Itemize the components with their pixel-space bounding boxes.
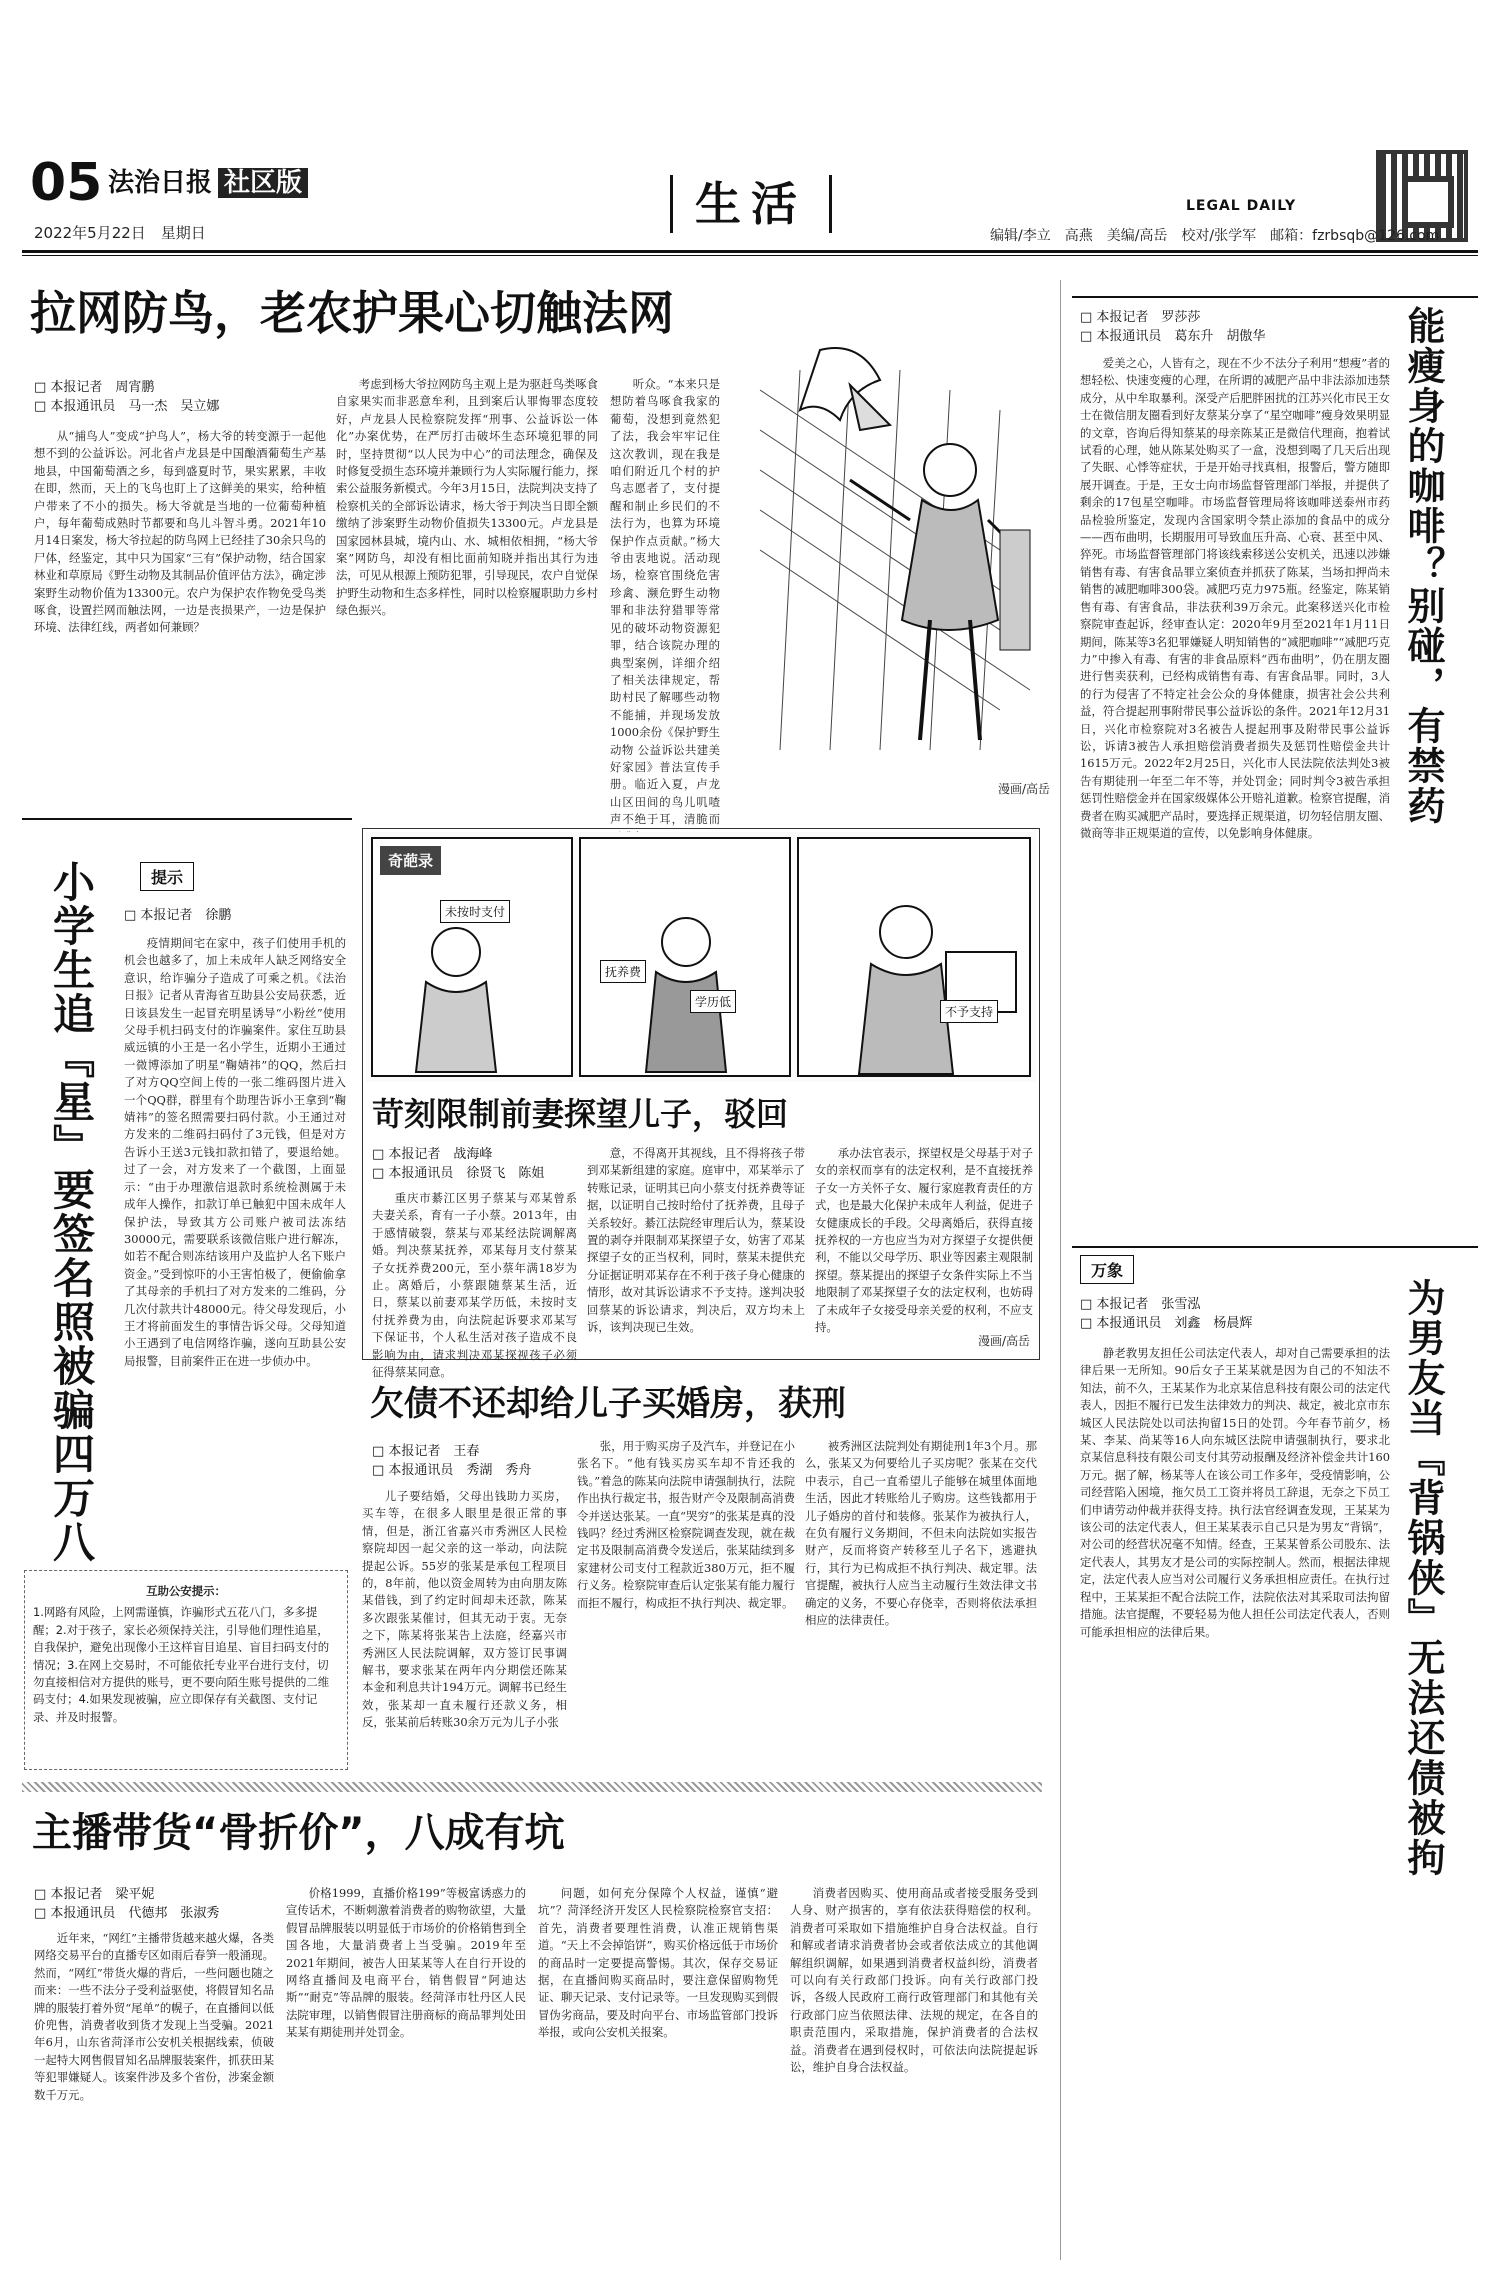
byline-reporter bbox=[1080, 1295, 1252, 1333]
section-title: 生活 bbox=[670, 175, 832, 233]
hatched-rule bbox=[22, 1782, 1042, 1792]
byline-line: □ 本报记者 战海峰 bbox=[372, 1147, 493, 1162]
cartoon-label: 抚养费 bbox=[600, 960, 646, 983]
editor-credits: 编辑/李立 高燕 美编/高岳 校对/张学军 邮箱：fzrbsqb@126.com bbox=[990, 228, 1440, 244]
cartoon-bird-net bbox=[700, 330, 1050, 770]
article-body-col bbox=[362, 1488, 567, 1773]
masthead-brand bbox=[108, 168, 308, 198]
byline-line: □ 本报通讯员 马一杰 吴立娜 bbox=[34, 399, 220, 414]
tips-box bbox=[24, 1570, 348, 1770]
headline-bird-net: 拉网防鸟，老农护果心切触法网 bbox=[30, 286, 674, 340]
headline-debt-house: 欠债不还却给儿子买婚房，获刑 bbox=[370, 1384, 846, 1424]
byline-line: □ 本报通讯员 代德邦 张淑秀 bbox=[34, 1906, 220, 1921]
section-tag: 万象 bbox=[1080, 1255, 1134, 1284]
article-body-col bbox=[587, 1145, 805, 1348]
brand-english: LEGAL DAILY bbox=[1186, 198, 1297, 214]
cartoon-stamp: 奇葩录 bbox=[380, 846, 441, 875]
tip-tag: 提示 bbox=[140, 862, 194, 891]
byline-line: □ 本报通讯员 秀湖 秀舟 bbox=[372, 1463, 532, 1478]
article-text: 静老教男友担任公司法定代表人，却对自己需要承担的法律后果一无所知。90后女子王某某就是因为自己的不知法不知法，前不久，王某某作为北京某信息科技有限公司的法定代表人，因拒不履行已发生法律效力的判决、裁定，被北京市东城区人民法院处以司法拘留15日的处罚。今年春节前夕，杨某、李某、尚某等16人向东城区法院申请强制执行，要求北京某信息科技有限公司支付其劳动报酬及经济补偿金共计160万元。据了解，杨某等人在该公司工作多年，受疫情影响，公司经营陷入困境，拖欠员工工资并将员工辞退，无奈之下员工们申请劳动仲裁并获得支持。执行法官经调查发现，王某某为该公司的法定代表人，但王某某表示自己只是为男友“背锅”，对公司的经营状况毫不知情。经查，王某某曾系公司股东、法定代表人，其男友才是公司的实际控制人。然而，根据法律规定，法定代表人应当对公司履行义务承担相应责任。在执行过程中，王某某拒不配合法院工作，法院依法对其采取司法拘留措施。法官提醒，不要轻易为他人担任公司法定代表人，否则可能承担相应的法律后果。 bbox=[1080, 1346, 1390, 1639]
headline-visitation: 苛刻限制前妻探望儿子，驳回 bbox=[372, 1095, 789, 1133]
cartoon-bird-net-drawing bbox=[700, 330, 1050, 770]
article-body-col bbox=[336, 376, 598, 798]
byline-reporter bbox=[372, 1145, 544, 1183]
headline-scapegoat: 为男友当『背锅侠』无法还债被拘 bbox=[1401, 1278, 1445, 1878]
headline-livestream: 主播带货“骨折价”，八成有坑 bbox=[32, 1810, 565, 1856]
article-body-col bbox=[372, 1190, 577, 1380]
rule bbox=[1072, 1246, 1478, 1248]
article-body-col bbox=[34, 1930, 274, 2265]
article-text: 价格1999，直播价格199”等极富诱惑力的宣传话术，不断刺激着消费者的购物欲望，大量假冒品牌服装以明显低于市场价的价格销售到全国各地，大量消费者上当受骗。2019年至2021年期间，被告人田某某等人在自行开设的网络直播间及电商平台，销售假冒“阿迪达斯”“耐克”等品牌的服装。经菏泽市牡丹区人民法院审理，以销售假冒注册商标的商品罪判处田某某有期徒刑并处罚金。 bbox=[286, 1886, 526, 2040]
tips-text: 1.网路有风险，上网需谨慎，诈骗形式五花八门，多多提醒；2.对于孩子，家长必须保持关注，引导他们理性追星，自我保护，避免出现像小王这样盲目追星、盲目扫码支付的情况；3.在网上交易时，不可能依托专业平台进行支付，切勿直接相信对方提供的账号，更不要向陌生账号提供的二维码支付；4.如果发现被骗，应立即保存有关截图、支付记录、并及时报警。 bbox=[33, 1605, 330, 1724]
byline-reporter: □ 本报记者 徐鹏 bbox=[124, 908, 232, 923]
article-text: 近年来，“网红”主播带货越来越火爆，各类网络交易平台的直播专区如雨后春笋一般涌现。然而，“网红”带货火爆的背后，一些问题也随之而来：一些不法分子受利益驱使，将假冒知名品牌的服装打着外贸“尾单”的幌子，在直播间以低价兜售，消费者收到货才发现上当受骗。2021年6月，山东省菏泽市公安机关根据线索，侦破一起特大网售假冒知名品牌服装案件，抓获田某等犯罪嫌疑人。该案件涉及多个省份，涉案金额数千万元。 bbox=[34, 1931, 274, 2102]
byline-line: □ 本报记者 王春 bbox=[372, 1444, 480, 1459]
article-text: 考虑到杨大爷拉网防鸟主观上是为驱赶鸟类啄食自家果实而非恶意牟利，且到案后认罪悔罪态度较好，卢龙县人民检察院发挥“刑事、公益诉讼一体化”办案优势，在严厉打击破坏生态环境犯罪的同时，坚持贯彻“以人民为中心”的司法理念，确保及时修复受损生态环境并兼顾行为人实际履行能力，探索公益服务新模式。今年3月15日，法院判决支持了检察机关的全部诉讼请求，杨大爷于判决当日即全额缴纳了涉案野生动物价值损失13300元。卢龙县是国家园林县城，境内山、水、城相依相拥，“杨大爷案”网防鸟，却没有相比面前知晓并指出其行为违法，可见从根源上预防犯罪，引导现民，农户自觉保护野生动物和生态多样性，同时以检察履职助力乡村绿色振兴。 bbox=[336, 377, 599, 618]
rule bbox=[1072, 296, 1478, 298]
cartoon-label: 未按时支付 bbox=[440, 900, 510, 923]
byline-line: □ 本报通讯员 徐贤飞 陈姐 bbox=[372, 1166, 545, 1181]
article-text: 消费者因购买、使用商品或者接受服务受到人身、财产损害的，享有依法获得赔偿的权利。消费者可采取如下措施维护自身合法权益。自行和解或者请求消费者协会或者依法成立的其他调解组织调解，如果遇到消费者权益纠纷，消费者可以向有关行政部门投诉。向有关行政部门投诉，各级人民政府工商行政管理部门和其他有关行政部门应当依照法律、法规的规定，在各自的职责范围内，采取措施，保护消费者的合法权益。消费者在遇到侵权时，可依法向法院提起诉讼，维护自身合法权益。 bbox=[790, 1886, 1038, 2075]
column-divider bbox=[1060, 280, 1061, 2260]
brand-tag: 社区版 bbox=[218, 168, 308, 198]
cartoon-credit: 漫画/高岳 bbox=[997, 782, 1050, 796]
headline-diet-coffee: 能瘦身的咖啡？别碰，有禁药 bbox=[1401, 306, 1445, 826]
article-text: 问题，如何充分保障个人权益，谨慎“避坑”？菏泽经济开发区人民检察院检察官支招：首先，消费者要理性消费，认准正规销售渠道。“天上不会掉馅饼”，购买价格远低于市场价的商品时一定要提高警惕。其次，保存交易证据，在直播间购买商品时，要注意保留购物凭证、聊天记录、支付记录等。一旦发现购买到假冒伪劣商品，要及时向平台、市场监管部门投诉举报，或向公安机关报案。 bbox=[538, 1886, 778, 2040]
byline-line: □ 本报记者 周宵鹏 bbox=[34, 380, 155, 395]
article-body-col bbox=[577, 1438, 795, 1773]
article-text: 重庆市綦江区男子蔡某与邓某曾系夫妻关系，育有一子小蔡。2013年，由于感情破裂，蔡某与邓某经法院调解离婚。判决蔡某抚养，邓某每月支付蔡某子女抚养费200元，至小蔡年满18岁为止。离婚后，小蔡跟随蔡某生活，近日，蔡某以前妻邓某学历低，未按时支付抚养费为由，向法院起诉要求邓某写下保证书，个人私生活对孩子造成不良影响为由，请求判决邓某探视孩子必须征得蔡某同意。 bbox=[372, 1191, 577, 1380]
cartoon-credit: 漫画/高岳 bbox=[977, 1334, 1030, 1348]
article-text: 意，不得离开其视线，且不得将孩子带到邓某新组建的家庭。庭审中，邓某举示了转账记录，证明其已向小蔡支付抚养费等证据，以证明自己按时给付了抚养费，且母子关系较好。綦江法院经审理后认为，蔡某设置的剥夺并限制邓某探望子女，妨害了邓某探望子女的正当权利，同时，蔡某未提供充分证据证明邓某存在不利于孩子身心健康的情形，故对其诉讼请求不予支持。遂判决驳回蔡某的诉讼请求，判决后，双方均未上诉，该判决现已生效。 bbox=[587, 1146, 805, 1335]
article-text: 承办法官表示，探望权是父母基于对子女的亲权而享有的法定权利，是不直接抚养子女一方关怀子女、履行家庭教育责任的方式，也是最大化保护未成年人利益，促进子女健康成长的手段。父母离婚后，获得直接抚养权的一方也应当为对方探望子女提供便利，不能以父母学历、职业等因素主观限制探望。蔡某提出的探望子女条件实际上不当地限制了邓某探望子女的法定权利，也妨碍了未成年子女接受母亲关爱的权利，不应支持。 bbox=[815, 1146, 1033, 1335]
byline-line: □ 本报记者 张雪泓 bbox=[1080, 1297, 1201, 1312]
byline-line: □ 本报记者 梁平妮 bbox=[34, 1887, 155, 1902]
page-number: 05 bbox=[30, 153, 103, 213]
article-body bbox=[1080, 355, 1390, 1365]
article-text: 儿子要结婚，父母出钱助力买房，买车等，在很多人眼里是很正常的事情，但是，浙江省嘉兴市秀洲区人民检察院却因一起父亲的这一举动，向法院提起公诉。55岁的张某是承包工程项目的，8年前，他以资金周转为由向朋友陈某借钱，到了约定时间却未还款，陈某多次跟张某催讨，但其无动于衷。无奈之下，陈某将张某告上法庭，经嘉兴市秀洲区人民法院调解，双方签订民事调解书，要求张某在两年内分期偿还陈某本金和利息共计194万元。调解书已经生效，张某却一直未履行还款义务，相反，张某前后转账30余万元为儿子小张 bbox=[362, 1489, 567, 1730]
issue-date: 2022年5月22日 星期日 bbox=[34, 224, 206, 242]
article-body-col bbox=[34, 428, 326, 798]
cartoon-visitation bbox=[366, 832, 1036, 1082]
article-body-col bbox=[790, 1885, 1038, 2265]
byline-line: □ 本报记者 罗莎莎 bbox=[1080, 310, 1201, 325]
tip-tag-wrap bbox=[140, 862, 194, 891]
tips-content bbox=[33, 1583, 339, 1726]
article-text: 张，用于购买房子及汽车，并登记在小张名下。“他有钱买房买车却不肯还我的钱。”着急的陈某向法院申请强制执行，法院作出执行裁定书，报告财产令及限制高消费令并送达张某。一直“哭穷”的张某是真的没钱吗？经过秀洲区检察院调查发现，就在裁定书及限制高消费令发送后，张某陆续到多家建材公司支付工程款近380万元，拒不履行义务。检察院审查后认定张某有能力履行而拒不履行，构成拒不执行判决、裁定罪。 bbox=[577, 1439, 795, 1610]
article-body-col bbox=[286, 1885, 526, 2265]
tips-title: 互助公安提示： bbox=[146, 1584, 226, 1598]
cartoon-label: 学历低 bbox=[690, 990, 736, 1013]
headline-pupil-scam: 小学生追『星』要签名照被骗四万八 bbox=[47, 860, 96, 1564]
article-text: 爱美之心，人皆有之，现在不少不法分子利用“想瘦”者的想轻松、快速变瘦的心理，在所谓的减肥产品中非法添加违禁成分，从中牟取暴利。深受产后肥胖困扰的江苏兴化市民王女士在微信朋友圈看到好友蔡某分享了“星空咖啡”瘦身效果明显的文章，咨询后得知蔡某的母亲陈某正是微信代理商，抱着试试看的心理，她从陈某处购买了一盒，没想到喝了几天后出现了失眠、心悸等症状，于是开始寻找真相，报警后，警方随即展开调查。于是，王女士向市场监督管理部门举报，并提供了剩余的17包星空咖啡。市场监督管理局将该咖啡送泰州市药品检验所鉴定，发现内含国家明令禁止添加的食品中的成分——西布曲明，长期服用可导致血压升高、心衰、甚至中风、猝死。市场监督管理部门将该线索移送公安机关，迅速以涉嫌销售有毒、有害食品罪立案侦查并抓获了陈某，当场扣押尚未销售的减肥咖啡300袋。减肥巧克力975瓶。经鉴定，陈某销售有毒、有害食品，非法获利39万余元。此案移送兴化市检察院审查起诉，经审查认定：2020年9月至2021年1月11日期间，陈某等3名犯罪嫌疑人明知销售的“减肥咖啡”“减肥巧克力”中掺入有毒、有害的非食品原料“西布曲明”，仍在朋友圈进行售卖获利，已经构成销售有毒、有害食品罪。同时，3人的行为侵害了不特定社会公众的身体健康，损害社会公共利益，符合提起刑事附带民事公益诉讼的条件。2021年12月31日，兴化市检察院对3名被告人提起刑事及附带民事公益诉讼，诉请3被告人承担赔偿消费者损失及惩罚性赔偿金共计1615万元。2022年2月25日，兴化市人民法院依法判处3被告有期徒刑一年至二年不等，并处罚金；同时判令3被告承担惩罚性赔偿金并在国家级媒体公开赔礼道歉。检察官提醒，消费者在购买减肥产品时，要选择正规渠道，切勿轻信朋友圈、微商等非正规渠道的宣传，以免影响身体健康。 bbox=[1080, 356, 1390, 840]
byline-reporter bbox=[34, 378, 219, 416]
article-text: 从“捕鸟人”变成“护鸟人”，杨大爷的转变源于一起他想不到的公益诉讼。河北省卢龙县是中国酿酒葡萄生产基地县，中国葡萄酒之乡，每到盛夏时节，果实累累，丰收在即，然而，天上的飞鸟也盯上了这鲜美的果实，给种植户带来了不小的损失。杨大爷就是当地的一位葡萄种植户，每年葡萄成熟时节都要和鸟儿斗智斗勇。2021年10月14日案发，杨大爷拉起的防鸟网上已经挂了30余只鸟的尸体，经鉴定，其中只为国家“三有”保护动物，结合国家林业和草原局《野生动物及其制品价值评估方法》，确定涉案野生动物价值为13300元。农户为保护农作物免受鸟类啄食，设置拦网而触法网，一边是丧损果产，一边是保护环境、法律红线，两者如何兼顾？ bbox=[34, 429, 326, 635]
header-rule bbox=[22, 250, 1478, 253]
byline-line: □ 本报通讯员 葛东升 胡傲华 bbox=[1080, 329, 1266, 344]
article-body-col bbox=[538, 1885, 778, 2265]
article-text: 疫情期间宅在家中，孩子们使用手机的机会也越多了，加上未成年人缺乏网络安全意识，给诈骗分子造成了可乘之机。《法治日报》记者从青海省互助县公安局获悉，近日该县发生一起冒充明星诱导“小粉丝”使用父母手机扫码支付的诈骗案件。家住互助县威远镇的小王是一名小学生，近期小王通过一微博添加了明星“鞠婧祎”的QQ，然后扫了对方QQ空间上传的一张二维码图片进入一个QQ群，群里有个助理告诉小王拿到“鞠婧祎”的签名照需要扫码付款。小王通过对方发来的二维码扫码付了3元钱，但是对方告诉小王送3元钱扣款扣错了，要退给她。过了一会，对方发来了一个截图，上面显示：“由于办理激信退款时系统检测属于未成年人操作，扣款订单已触犯中国未成年人保护法，导致其方公司账户被司法冻结30000元，需要联系该微信账户进行解冻，如若不配合则冻结该用户及监护人名下账户资金。”受到惊吓的小王害怕极了，便偷偷拿了其母亲的手机扫了对方发来的二维码，分几次付款共计48000元。待父母发现后，小王才将前面发生的事情告诉父母。父母知道小王遇到了电信网络诈骗，遂向互助县公安局报警，目前案件正在进一步侦办中。 bbox=[124, 936, 346, 1368]
cartoon-strip-drawing bbox=[366, 832, 1036, 1082]
brand-name: 法治日报 bbox=[108, 168, 213, 198]
byline-reporter bbox=[34, 1885, 219, 1923]
article-text: 被秀洲区法院判处有期徒刑1年3个月。那么，张某又为何要给儿子买房呢？张某在交代中表示，自己一直希望儿子能够在城里体面地生活，因此才转账给儿子购房。这些钱都用于儿子婚房的首付和装修。张某作为被执行人，在负有履行义务期间，不但未向法院如实报告财产，反而将资产转移至儿子名下，逃避执行，其行为已构成拒不执行判决、裁定罪。法官提醒，被执行人应当主动履行生效法律文书确定的义务，不要心存侥幸，否则将依法承担相应的法律责任。 bbox=[805, 1439, 1037, 1628]
article-body bbox=[1080, 1345, 1390, 2265]
byline-line: □ 本报通讯员 刘鑫 杨晨辉 bbox=[1080, 1316, 1253, 1331]
cartoon-label: 不予支持 bbox=[940, 1000, 998, 1023]
article-text: 听众。“本来只是想防着鸟啄食我家的葡萄，没想到竟然犯了法，我会牢牢记住这次教训，现在我是咱们附近几个村的护鸟志愿者了，支付提醒和制止乡民们的不法行为，也算为环境保护作点贡献。”杨大爷由衷地说。活动现场，检察官围绕危害珍禽、濒危野生动物罪和非法狩猎罪等常见的破坏动物资源犯罪，结合该院办理的典型案例，详细介绍了相关法律规定，帮助村民了解哪些动物不能捕，并现场发放1000余份《保护野生动物 公益诉讼共建美好家园》普法宣传手册。临近入夏，卢龙山区田间的鸟儿叽喳声不绝于耳，清脆而 bbox=[610, 377, 720, 827]
article-body bbox=[124, 935, 346, 1560]
article-body-col bbox=[815, 1145, 1033, 1335]
article-body-col bbox=[805, 1438, 1037, 1773]
byline-reporter bbox=[1080, 308, 1265, 346]
byline-reporter bbox=[372, 1442, 531, 1480]
rule bbox=[22, 818, 352, 820]
section-tag-wrap bbox=[1080, 1255, 1134, 1284]
header-rule-thin bbox=[22, 255, 1478, 256]
